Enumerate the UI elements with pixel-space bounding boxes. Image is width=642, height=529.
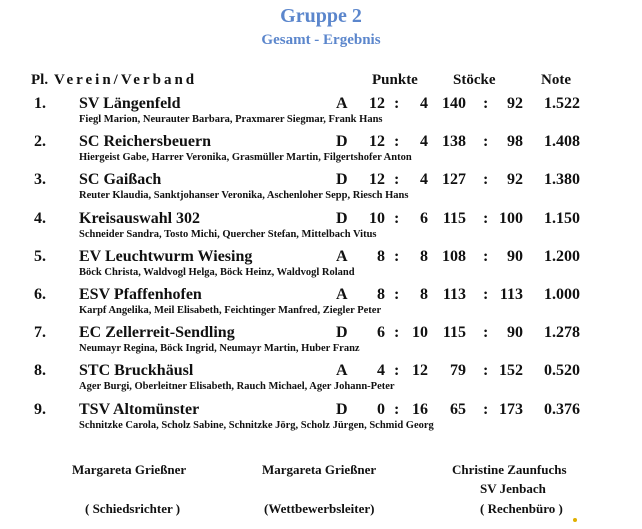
team-rank: 6. <box>34 286 46 303</box>
points-won: 12 <box>369 95 385 112</box>
points-separator: : <box>394 247 400 265</box>
sticks-separator: : <box>483 209 489 227</box>
points-separator: : <box>394 133 400 151</box>
team-rank: 9. <box>34 400 46 418</box>
points-won: 12 <box>369 133 385 151</box>
header-club: Verein/Verband <box>54 72 198 88</box>
decorative-dot <box>573 518 577 522</box>
team-group: A <box>336 362 348 380</box>
sticks-lost: 92 <box>507 171 523 189</box>
sticks-lost: 92 <box>507 95 523 112</box>
results-subtitle: Gesamt - Ergebnis <box>261 32 381 48</box>
team-members: Fiegl Marion, Neurauter Barbara, Praxmarer Siegmar, Frank Hans <box>79 114 383 125</box>
signature-name-referee: Margareta Grießner <box>72 462 187 477</box>
sticks-lost: 113 <box>499 286 523 303</box>
team-name: TSV Altomünster <box>79 400 200 418</box>
team-group: D <box>336 171 348 189</box>
points-lost: 4 <box>420 133 428 151</box>
team-group: A <box>336 286 348 303</box>
team-members: Hiergeist Gabe, Harrer Veronika, Grasmüller Martin, Filgertshofer Anton <box>79 152 412 164</box>
signature-org-office: SV Jenbach <box>480 481 546 496</box>
sticks-lost: 173 <box>499 400 523 418</box>
team-rank: 2. <box>34 133 46 151</box>
header-note: Note <box>541 72 571 88</box>
sticks-separator: : <box>483 171 489 189</box>
points-separator: : <box>394 400 400 418</box>
sticks-separator: : <box>483 95 489 112</box>
signature-name-office: Christine Zaunfuchs <box>452 462 567 477</box>
points-separator: : <box>394 362 400 380</box>
team-note: 0.520 <box>544 362 580 380</box>
team-name: STC Bruckhäusl <box>79 362 194 380</box>
points-lost: 6 <box>420 209 428 227</box>
sticks-won: 113 <box>442 286 466 303</box>
team-members: Schneider Sandra, Tosto Michi, Quercher Stefan, Mittelbach Vitus <box>79 228 377 240</box>
points-won: 12 <box>369 171 385 189</box>
team-rank: 3. <box>34 171 46 189</box>
points-separator: : <box>394 171 400 189</box>
sticks-lost: 90 <box>507 247 523 265</box>
team-rank: 4. <box>34 209 46 227</box>
points-won: 4 <box>377 362 385 380</box>
team-members: Karpf Angelika, Meil Elisabeth, Feichtinger Manfred, Ziegler Peter <box>79 305 382 316</box>
points-lost: 16 <box>412 400 428 418</box>
points-lost: 10 <box>412 324 428 342</box>
team-row <box>0 94 642 132</box>
points-won: 10 <box>369 209 385 227</box>
sticks-won: 140 <box>442 95 466 112</box>
team-name: SC Gaißach <box>79 171 162 189</box>
team-name: ESV Pfaffenhofen <box>79 286 202 303</box>
sticks-lost: 152 <box>499 362 523 380</box>
team-members: Böck Christa, Waldvogl Helga, Böck Heinz, Waldvogl Roland <box>79 266 355 278</box>
points-lost: 8 <box>420 247 428 265</box>
points-lost: 4 <box>420 171 428 189</box>
sticks-separator: : <box>483 286 489 303</box>
team-name: EV Leuchtwurm Wiesing <box>79 247 253 265</box>
sticks-separator: : <box>483 247 489 265</box>
points-separator: : <box>394 209 400 227</box>
team-row <box>0 400 642 438</box>
signature-role-office: ( Rechenbüro ) <box>480 501 563 516</box>
sticks-won: 65 <box>450 400 466 418</box>
team-row <box>0 170 642 208</box>
team-row <box>0 323 642 361</box>
team-group: A <box>336 247 348 265</box>
header-sticks: Stöcke <box>453 72 496 88</box>
sticks-won: 138 <box>442 133 466 151</box>
team-note: 1.380 <box>544 171 580 189</box>
points-won: 8 <box>377 247 385 265</box>
points-won: 8 <box>377 286 385 303</box>
points-won: 0 <box>377 400 385 418</box>
team-row <box>0 361 642 399</box>
team-group: D <box>336 324 348 342</box>
team-members: Ager Burgi, Oberleitner Elisabeth, Rauch Michael, Ager Johann-Peter <box>79 381 395 393</box>
team-name: SC Reichersbeuern <box>79 133 211 151</box>
sticks-separator: : <box>483 324 489 342</box>
team-note: 1.150 <box>544 209 580 227</box>
signature-role-referee: ( Schiedsrichter ) <box>85 501 181 516</box>
sticks-won: 115 <box>442 209 466 227</box>
signature-name-competition-lead: Margareta Grießner <box>262 462 377 477</box>
team-row <box>0 209 642 247</box>
team-group: D <box>336 400 348 418</box>
team-name: Kreisauswahl 302 <box>79 209 201 227</box>
team-group: D <box>336 133 348 151</box>
points-separator: : <box>394 95 400 112</box>
team-members: Schnitzke Carola, Scholz Sabine, Schnitzke Jörg, Scholz Jürgen, Schmid Georg <box>79 419 434 431</box>
group-title: Gruppe 2 <box>280 5 362 27</box>
sticks-won: 79 <box>450 362 466 380</box>
team-members: Neumayr Regina, Böck Ingrid, Neumayr Martin, Huber Franz <box>79 343 360 355</box>
team-row <box>0 285 642 323</box>
team-name: EC Zellerreit-Sendling <box>79 324 235 342</box>
points-separator: : <box>394 324 400 342</box>
signature-role-competition-lead: (Wettbewerbsleiter) <box>264 501 375 516</box>
header-rank: Pl. <box>31 72 49 88</box>
sticks-lost: 98 <box>507 133 523 151</box>
team-name: SV Längenfeld <box>79 95 181 112</box>
team-row <box>0 247 642 285</box>
team-note: 1.522 <box>544 95 580 112</box>
team-note: 1.000 <box>544 286 580 303</box>
sticks-won: 127 <box>442 171 466 189</box>
team-note: 1.408 <box>544 133 580 151</box>
points-won: 6 <box>377 324 385 342</box>
sticks-lost: 90 <box>507 324 523 342</box>
points-lost: 4 <box>420 95 428 112</box>
team-rank: 1. <box>34 95 46 112</box>
team-members: Reuter Klaudia, Sanktjohanser Veronika, Aschenloher Sepp, Riesch Hans <box>79 190 409 202</box>
header-points: Punkte <box>372 72 418 88</box>
team-note: 1.278 <box>544 324 580 342</box>
points-separator: : <box>394 286 400 303</box>
team-note: 0.376 <box>544 400 580 418</box>
team-note: 1.200 <box>544 247 580 265</box>
team-row <box>0 132 642 170</box>
points-lost: 12 <box>412 362 428 380</box>
sticks-separator: : <box>483 133 489 151</box>
sticks-separator: : <box>483 362 489 380</box>
sticks-won: 108 <box>442 247 466 265</box>
sticks-lost: 100 <box>499 209 523 227</box>
sticks-won: 115 <box>442 324 466 342</box>
team-rank: 5. <box>34 247 46 265</box>
sticks-separator: : <box>483 400 489 418</box>
team-rank: 8. <box>34 362 46 380</box>
team-rank: 7. <box>34 324 46 342</box>
points-lost: 8 <box>420 286 428 303</box>
team-group: D <box>336 209 348 227</box>
team-group: A <box>336 95 348 112</box>
